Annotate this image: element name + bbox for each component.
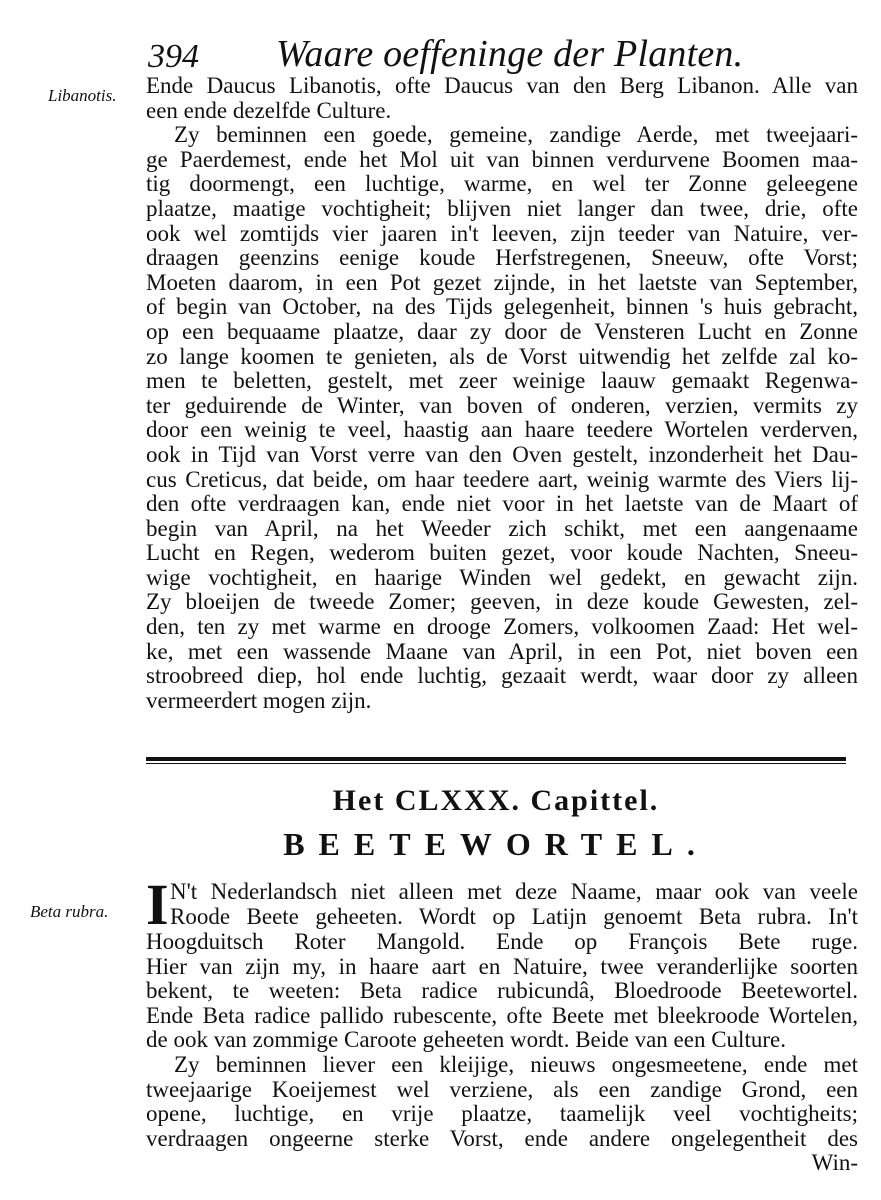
text-line: Win-: [811, 1151, 858, 1176]
text-line: bekent, te weeten: Beta radice rubicundâ, Bloedroode Beetewortel.: [146, 979, 858, 1004]
text-line: ge Paerdemest, ende het Mol uit van binnen verdurvene Boomen maa-: [146, 147, 858, 172]
section-divider-rule: [146, 757, 846, 761]
text-line: plaatze, maatige vochtigheit; blijven niet langer dan twee, drie, ofte: [146, 196, 858, 221]
section-heading: BEETEWORTEL.: [283, 826, 709, 862]
paragraph-beetewortel-intro: [170, 880, 858, 929]
text-line: de ook van zommige Caroote geheeten wordt. Beide van een Culture.: [146, 1028, 786, 1053]
paragraph-daucus: [146, 74, 858, 713]
drop-cap-initial: I: [146, 872, 169, 937]
text-line: den ofte verdraagen kan, ende niet voor in het laetste van de Maart of: [146, 492, 858, 517]
text-line: op een bequaame plaatze, daar zy door de Vensteren Lucht en Zonne: [146, 319, 858, 344]
text-line: Zy beminnen liever een kleijige, nieuws ongesmeetene, ende met: [174, 1052, 858, 1077]
text-line: vermeerdert mogen zijn.: [146, 688, 372, 713]
text-line: Roode Beete geheeten. Wordt op Latijn genoemt Beta rubra. In't: [170, 904, 858, 929]
text-line: Zy beminnen een goede, gemeine, zandige Aerde, met tweejaari-: [174, 123, 858, 148]
page-number: 394: [148, 38, 199, 75]
text-line: opene, luchtige, en vrije plaatze, taamelijk veel vochtigheits;: [146, 1102, 858, 1127]
text-line: of begin van October, na des Tijds gelegenheit, binnen 's huis gebracht,: [146, 295, 858, 320]
text-line: verdraagen ongeerne sterke Vorst, ende andere ongelegentheit des: [146, 1126, 858, 1151]
text-line: wige vochtigheit, en haarige Winden wel gedekt, en gewacht zijn.: [146, 565, 858, 590]
text-line: zo lange koomen te genieten, als de Vorst uitwendig het zelfde zal ko-: [146, 344, 858, 369]
text-line: Ende Daucus Libanotis, ofte Daucus van den Berg Libanon. Alle van: [146, 74, 858, 98]
text-line: ook in Tijd van Vorst verre van den Oven gestelt, inzonderheit het Dau-: [146, 442, 858, 467]
text-line: tweejaarige Koeijemest wel verziene, als een zandige Grond, een: [146, 1077, 858, 1102]
margin-note-beta-rubra: Beta rubra.: [30, 902, 109, 921]
text-line: Lucht en Regen, wederom buiten gezet, voor koude Nachten, Sneeu-: [146, 541, 858, 566]
text-line: Moeten daarom, in een Pot gezet zijnde, in het laetste van September,: [146, 270, 858, 295]
chapter-heading: Het CLXXX. Capittel.: [332, 784, 660, 817]
text-line: draagen geenzins eenige koude Herfstregenen, Sneeuw, ofte Vorst;: [146, 246, 858, 271]
text-line: den, ten zy met warme en drooge Zomers, volkoomen Zaad: Het wel-: [146, 615, 858, 640]
text-line: ke, met een wassende Maane van April, in een Pot, niet boven een: [146, 639, 858, 664]
text-line: men te beletten, gestelt, met zeer weinige laauw gemaakt Regenwa-: [146, 369, 858, 394]
paragraph-beetewortel-body: [146, 930, 858, 1176]
text-line: ook wel zomtijds vier jaaren in't leeven, zijn teeder van Natuire, ver-: [146, 221, 858, 246]
running-title: Waare oeffeninge der Planten.: [276, 33, 744, 75]
text-line: door een weinig te veel, haastig aan haare teedere Wortelen verderven,: [146, 418, 858, 443]
text-line: Ende Beta radice pallido rubescente, ofte Beete met bleekroode Wortelen,: [146, 1003, 858, 1028]
text-line: een ende dezelfde Culture.: [146, 98, 392, 123]
margin-note-libanotis: Libanotis.: [48, 86, 117, 105]
text-line: stroobreed diep, hol ende luchtig, gezaait werdt, waar door zy alleen: [146, 664, 858, 689]
text-line: tig doormengt, een luchtige, warme, en wel ter Zonne geleegene: [146, 172, 858, 197]
text-line: Zy bloeijen de tweede Zomer; geeven, in deze koude Gewesten, zel-: [146, 590, 858, 615]
text-line: begin van April, na het Weeder zich schikt, met een aangenaame: [146, 516, 858, 541]
text-line: Hoogduitsch Roter Mangold. Ende op François Bete ruge.: [146, 930, 858, 954]
text-line: cus Creticus, dat beide, om haar teedere aart, weinig warmte des Viers lij-: [146, 467, 858, 492]
text-line: N't Nederlandsch niet alleen met deze Naame, maar ook van veele: [170, 880, 858, 904]
text-line: Hier van zijn my, in haare aart en Natuire, twee veranderlijke soorten: [146, 954, 858, 979]
text-line: ter geduirende de Winter, van boven of onderen, verzien, vermits zy: [146, 393, 858, 418]
page-header: [148, 30, 848, 80]
